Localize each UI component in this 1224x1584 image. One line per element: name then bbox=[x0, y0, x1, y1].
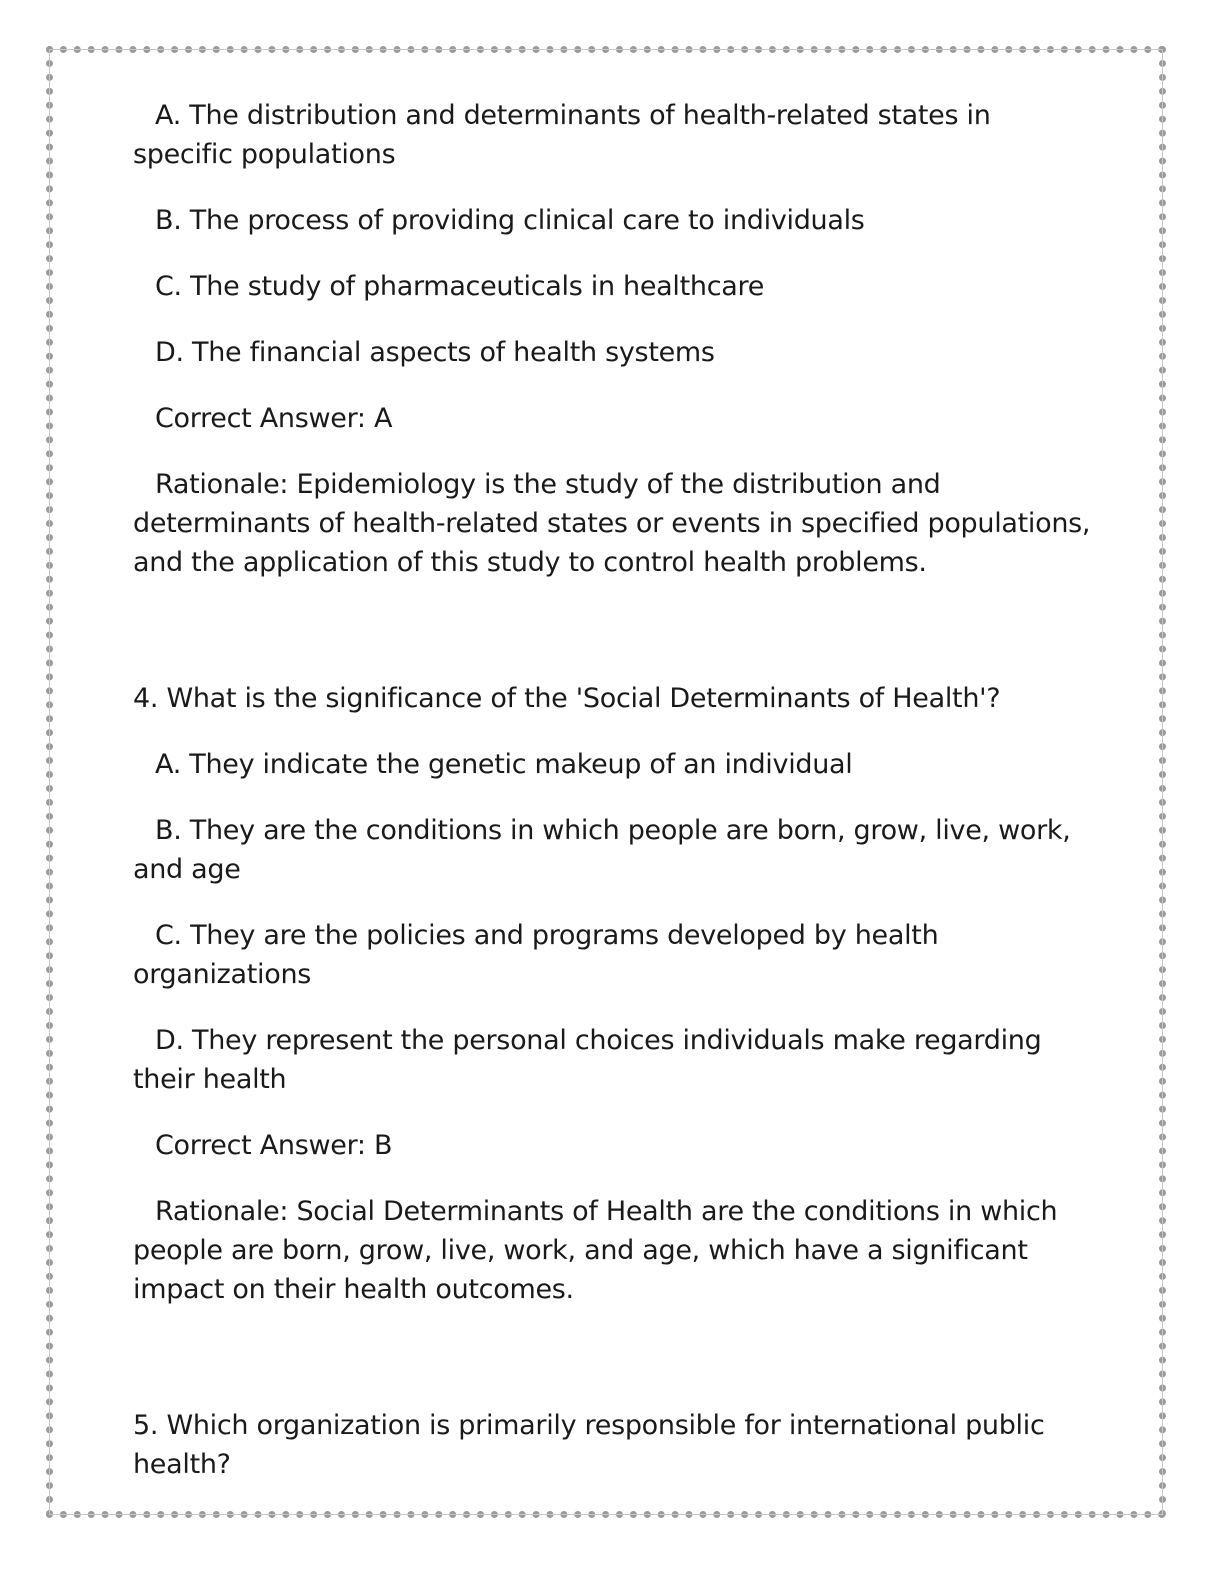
q4-option-b: B. They are the conditions in which people are born, grow, live, work, and age bbox=[133, 815, 1079, 885]
q3-option-c: C. The study of pharmaceuticals in healthcare bbox=[155, 271, 765, 302]
q5-question-text: 5. Which organization is primarily responsible for international public health? bbox=[133, 1410, 1053, 1480]
q4-option-a: A. They indicate the genetic makeup of an individual bbox=[155, 749, 853, 780]
q4-correct-answer: Correct Answer: B bbox=[155, 1130, 393, 1161]
document-content bbox=[133, 96, 1099, 1511]
section-spacer bbox=[133, 1336, 1093, 1406]
q3-option-d: D. The financial aspects of health systems bbox=[155, 337, 715, 368]
q4-option-c: C. They are the policies and programs developed by health organizations bbox=[133, 920, 947, 990]
q4-rationale: Rationale: Social Determinants of Health are the conditions in which people are born, grow, live, work, and age, which have a significant impact on their health outcomes. bbox=[133, 1196, 1066, 1305]
q3-option-a: A. The distribution and determinants of health-related states in specific populations bbox=[133, 100, 999, 170]
q3-correct-answer: Correct Answer: A bbox=[155, 403, 393, 434]
question-3-continuation bbox=[133, 96, 1099, 582]
q3-option-b: B. The process of providing clinical care to individuals bbox=[155, 205, 865, 236]
section-spacer bbox=[133, 609, 1093, 679]
question-4 bbox=[133, 679, 1093, 1309]
q4-option-d: D. They represent the personal choices individuals make regarding their health bbox=[133, 1025, 1050, 1095]
question-5 bbox=[133, 1406, 1093, 1484]
q3-rationale: Rationale: Epidemiology is the study of the distribution and determinants of health-related states or events in specified populations, and the application of this study to control health problems. bbox=[133, 469, 1099, 578]
q4-question-text: 4. What is the significance of the 'Social Determinants of Health'? bbox=[133, 683, 1001, 714]
